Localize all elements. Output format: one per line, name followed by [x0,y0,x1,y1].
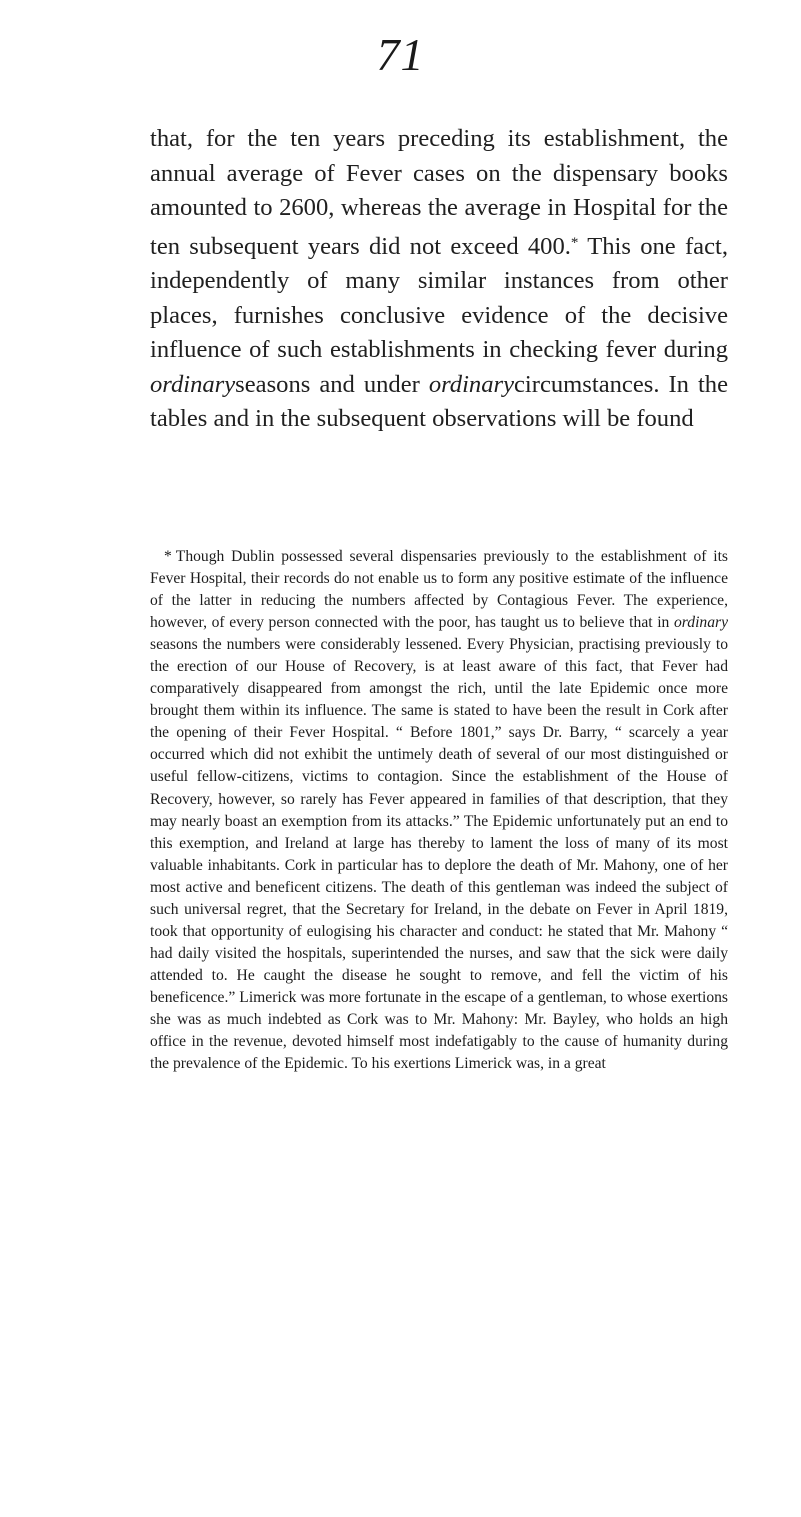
italic-word-ordinary: ordinary [150,370,236,398]
page-number: 71 [376,29,425,80]
body-text-part-4: circumstances. In the tables and in the subsequent observations will be found [150,370,729,432]
footnote-reference-mark: * [570,234,579,251]
italic-word-ordinary: ordinary [428,370,515,398]
body-paragraph [150,122,728,437]
body-text-part-1: that, for the ten years preceding its establishment, the annual average of Fever cases on the dispensary books amounted to 2600, whereas the average in Hospital for the ten subsequent years did not exceed 400. [150,125,728,260]
body-text-part-3: seasons and under [235,370,429,398]
footnote-text-part-2: seasons the numbers were considerably lessened. Every Physician, practising previously to the erection of our House of Recovery, is at least aware of this fact, that Fever had comparatively disappeared from amongst the rich, until the late Epidemic once more brought them within its influence. The same is stated to have been the result in Cork after the opening of their Fever Hospital. “ Before 1801,” says Dr. Barry, “ scarcely a year occurred which did not exhibit the untimely death of several of our most distinguished or useful fellow-citizens, victims to contagion. Since the establishment of the House of Recovery, however, so rarely has Fever appeared in families of that description, that they may nearly boast an exemption from its attacks.” The Epidemic unfortunately put an end to this exemption, and Ireland at large has thereby to lament the loss of many of its most valuable inhabitants. Cork in particular has to deplore the death of Mr. Mahony, one of her most active and beneficent citizens. The death of this gentleman was indeed the subject of such universal regret, that the Secretary for Ireland, in the debate on Fever in April 1819, took that opportunity of eulogising his character and conduct: he stated that Mr. Mahony “ had daily visited the hospitals, superintended the nurses, and saw that the sick were daily attended to. He caught the disease he sought to remove, and fell the victim of his beneficence.” Limerick was more fortunate in the escape of a gentleman, to whose exertions she was as much indebted as Cork was to Mr. Mahony: Mr. Bayley, who holds an high office in the revenue, devoted himself most indefatigably to the cause of humanity during the prevalence of the Epidemic. To his exertions Limerick was, in a great [150,636,728,1073]
footnote-text-part-1: Though Dublin possessed several dispensaries previously to the establishment of its Fever Hospital, their records do not enable us to form any positive estimate of the influence of the latter in reducing the numbers affected by Contagious Fever. The experience, however, of every person connected with the poor, has taught us to believe that in [150,548,728,632]
footnote-italic-word: ordinary [674,614,728,632]
footnote-marker: * [164,548,172,565]
body-text-part-2: This one fact, independently of many similar instances from other places, furnishes conclusive evidence of the decisive influence of such establishments in checking fever during [150,232,728,363]
footnote [150,546,728,1075]
